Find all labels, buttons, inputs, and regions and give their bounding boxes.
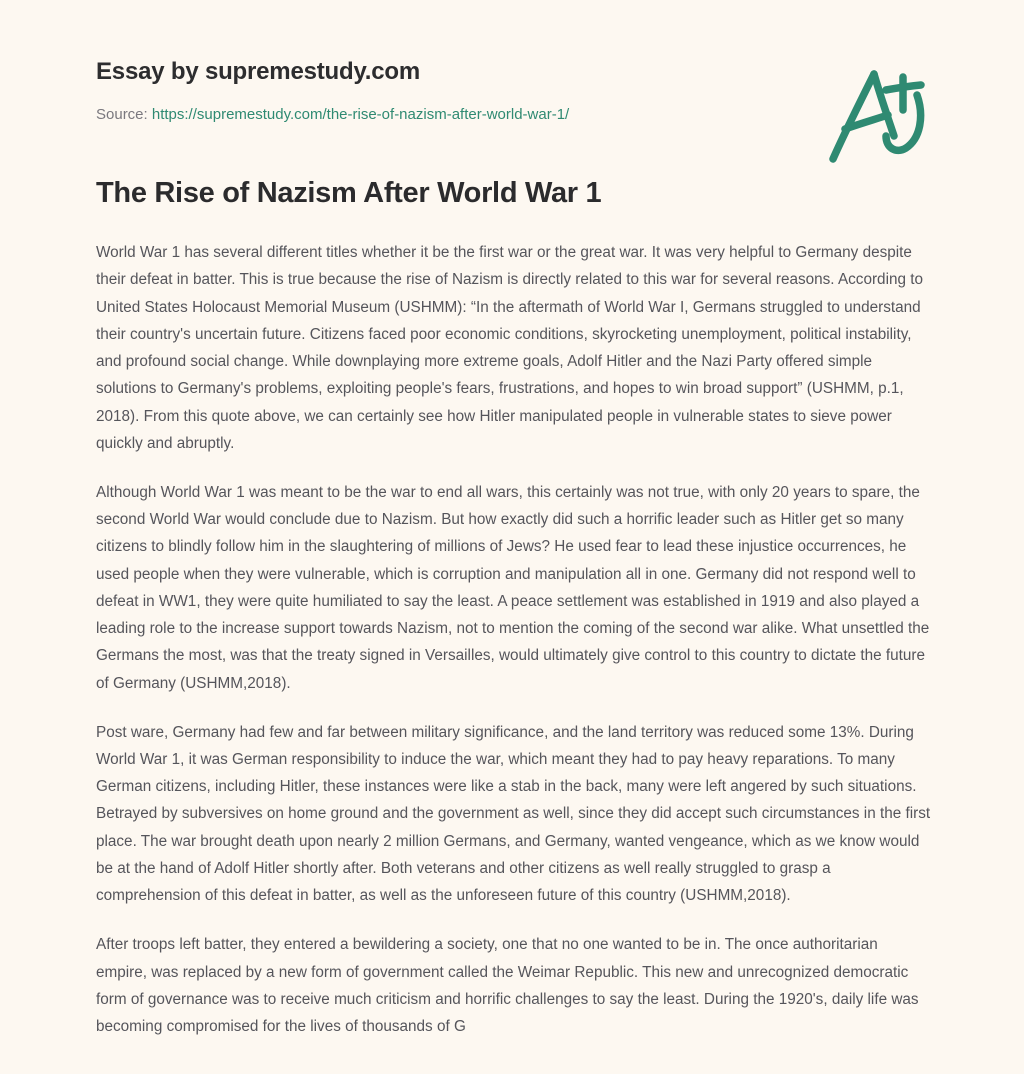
essay-content xyxy=(0,175,1024,1040)
essay-paragraph: World War 1 has several different titles whether it be the first war or the great war. It was very helpful to Germany despite their defeat in batter. This is true because the rise of Nazism is directly related to this war for several reasons. According to United States Holocaust Memorial Museum (USHMM): “In the aftermath of World War I, Germans struggled to understand their country's uncertain future. Citizens faced poor economic conditions, skyrocketing unemployment, political instability, and profound social change. While downplaying more extreme goals, Adolf Hitler and the Nazi Party offered simple solutions to Germany's problems, exploiting people's fears, frustrations, and hopes to win broad support” (USHMM, p.1, 2018). From this quote above, we can certainly see how Hitler manipulated people in vulnerable states to sieve power quickly and abruptly. xyxy=(96,244,923,452)
source-label: Source: xyxy=(96,105,148,123)
source-line xyxy=(96,104,932,125)
essay-paragraph: After troops left batter, they entered a bewildering a society, one that no one wanted to be in. The once authoritarian empire, was replaced by a new form of government called the Weimar Republic. This new and unrecognized democratic form of governance was to receive much criticism and horrific challenges to say the least. During the 1920's, daily life was becoming compromised for the lives of thousands of G xyxy=(96,936,919,1035)
aplus-logo-icon xyxy=(824,62,936,166)
page-header xyxy=(0,0,1024,175)
essay-body xyxy=(96,239,932,1040)
page-title: The Rise of Nazism After World War 1 xyxy=(96,177,602,209)
essay-paragraph: Post ware, Germany had few and far between military significance, and the land territory was reduced some 13%. During World War 1, it was German responsibility to induce the war, which meant they had to pay heavy reparations. To many German citizens, including Hitler, these instances were like a stab in the back, many were left angered by such situations. Betrayed by subversives on home ground and the government as well, since they did accept such circumstances in the first place. The war brought death upon nearly 2 million Germans, and Germany, wanted vengeance, which as we know would be at the hand of Adolf Hitler shortly after. Both veterans and other citizens as well really struggled to grasp a comprehension of this defeat in batter, as well as the unforeseen future of this country (USHMM,2018). xyxy=(96,723,931,905)
essay-paragraph: Although World War 1 was meant to be the war to end all wars, this certainly was not true, with only 20 years to spare, the second World War would conclude due to Nazism. But how exactly did such a horrific leader such as Hitler get so many citizens to blindly follow him in the slaughtering of millions of Jews? He used fear to lead these injustice occurrences, he used people when they were vulnerable, which is corruption and manipulation all in one. Germany did not respond well to defeat in WW1, they were quite humiliated to say the least. A peace settlement was established in 1919 and also played a leading role to the increase support towards Nazism, not to mention the coming of the second war alike. What unsettled the Germans the most, was that the treaty signed in Versailles, would ultimately give control to this country to dictate the future of Germany (USHMM,2018). xyxy=(96,484,930,692)
byline: Essay by supremestudy.com xyxy=(96,58,421,85)
source-url-link[interactable]: https://supremestudy.com/the-rise-of-nazism-after-world-war-1/ xyxy=(151,105,570,123)
aplus-logo xyxy=(824,62,936,166)
